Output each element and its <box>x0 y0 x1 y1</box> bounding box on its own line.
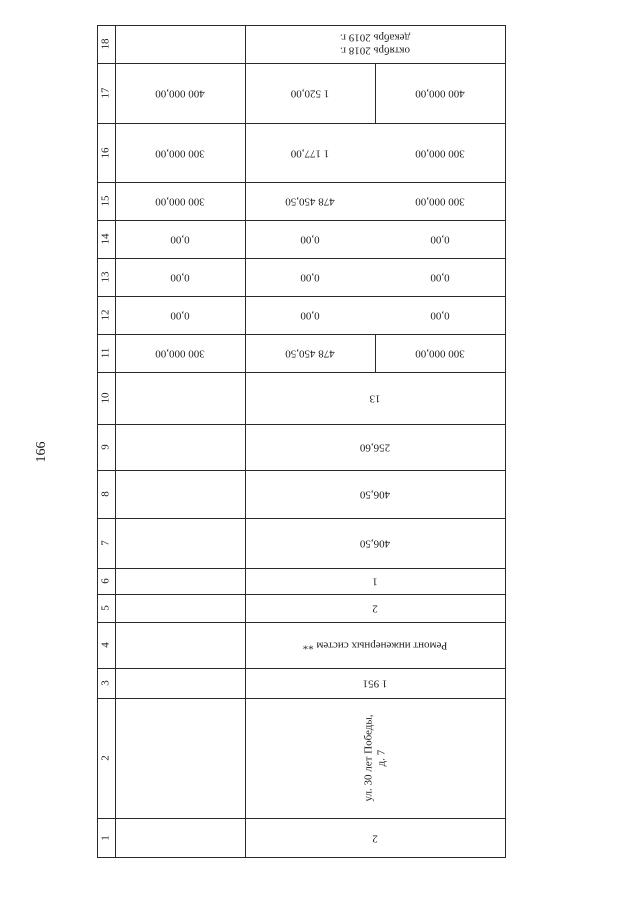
cell-col-15-part-1: 300 000,00 <box>155 195 205 208</box>
column-number-15: 15 <box>99 195 112 207</box>
table-border-left <box>97 25 98 858</box>
cell-col-17-part-2: 1 520,00 <box>290 87 330 100</box>
column-number-18: 18 <box>99 38 112 50</box>
cell-col-1: 2 <box>372 831 378 844</box>
cell-col-11-part-2: 478 450,50 <box>285 347 335 360</box>
cell-col-6: 1 <box>372 575 378 588</box>
cell-col-12-part-2: 0,00 <box>300 309 320 322</box>
cell-col-11-part-3: 300 000,00 <box>415 347 465 360</box>
cell-col-17-part-3: 400 000,00 <box>415 87 465 100</box>
cell-col-14-part-1: 0,00 <box>170 233 190 246</box>
table-row-line <box>97 296 506 297</box>
column-number-2: 2 <box>99 755 112 761</box>
cell-col-15-part-2: 478 450,50 <box>285 195 335 208</box>
period-line-2: декабрь 2019 г. <box>339 32 411 44</box>
table-divider-header <box>115 25 116 858</box>
cell-col-12-part-3: 0,00 <box>430 309 450 322</box>
column-number-9: 9 <box>99 444 112 450</box>
cell-col-13-part-1: 0,00 <box>170 271 190 284</box>
table-row-line <box>97 123 506 124</box>
table-row-line <box>97 63 506 64</box>
cell-col-8: 406,50 <box>359 488 391 501</box>
column-number-4: 4 <box>99 642 112 648</box>
table-divider <box>245 25 246 858</box>
table-border-right <box>505 25 506 858</box>
column-number-6: 6 <box>99 578 112 584</box>
address-line-1: ул. 30 лет Победы, <box>362 714 375 802</box>
table-row-line <box>97 518 506 519</box>
table-row-line <box>97 424 506 425</box>
cell-col-13-part-2: 0,00 <box>300 271 320 284</box>
cell-col-2-address <box>362 714 387 801</box>
cell-col-9: 256,60 <box>359 441 391 454</box>
table-row-line <box>97 668 506 669</box>
cell-col-12-part-1: 0,00 <box>170 309 190 322</box>
table-row-line <box>97 220 506 221</box>
cell-col-17-part-1: 400 000,00 <box>155 87 205 100</box>
table-row-line <box>97 622 506 623</box>
column-number-1: 1 <box>99 834 112 841</box>
column-number-13: 13 <box>99 271 112 283</box>
column-number-16: 16 <box>99 147 112 158</box>
table-row-line <box>97 372 506 373</box>
table-row-line <box>97 698 506 699</box>
table-row-line <box>97 25 506 26</box>
column-number-12: 12 <box>99 309 112 321</box>
cell-divider <box>375 334 376 372</box>
table-row-line <box>97 470 506 471</box>
cell-col-11-part-1: 300 000,00 <box>155 347 205 360</box>
cell-col-14-part-2: 0,00 <box>300 233 320 246</box>
cell-col-7: 406,50 <box>359 537 391 550</box>
column-number-8: 8 <box>99 491 112 497</box>
cell-col-16-part-3: 300 000,00 <box>415 146 465 159</box>
address-line-2: д. 7 <box>375 749 387 767</box>
column-number-14: 14 <box>99 233 112 245</box>
page-number: 166 <box>34 441 49 463</box>
cell-col-13-part-3: 0,00 <box>430 271 450 284</box>
cell-col-16-part-1: 300 000,00 <box>155 146 205 159</box>
column-number-7: 7 <box>99 540 112 546</box>
column-number-10: 10 <box>99 392 112 404</box>
cell-col-18-period <box>340 31 410 56</box>
cell-col-5: 2 <box>372 602 378 615</box>
cell-col-10: 13 <box>369 392 381 405</box>
cell-col-16-part-2: 1 177,00 <box>290 146 330 159</box>
cell-col-14-part-3: 0,00 <box>430 233 450 246</box>
column-number-17: 17 <box>99 87 112 99</box>
table-row-line <box>97 857 506 858</box>
table-row-line <box>97 182 506 183</box>
column-number-5: 5 <box>99 605 112 611</box>
cell-col-15-part-3: 300 000,00 <box>415 195 465 208</box>
column-number-3: 3 <box>99 680 112 686</box>
column-number-11: 11 <box>99 347 112 359</box>
table-row-line <box>97 334 506 335</box>
table-row-line <box>97 594 506 595</box>
table-row-line <box>97 818 506 819</box>
cell-col-4: Ремонт инженерных систем ** <box>302 639 448 652</box>
cell-col-3: 1 951 <box>362 677 388 690</box>
cell-divider <box>375 63 376 123</box>
period-line-1: октябрь 2018 г. <box>339 44 411 57</box>
table-row-line <box>97 258 506 259</box>
table-row-line <box>97 568 506 569</box>
